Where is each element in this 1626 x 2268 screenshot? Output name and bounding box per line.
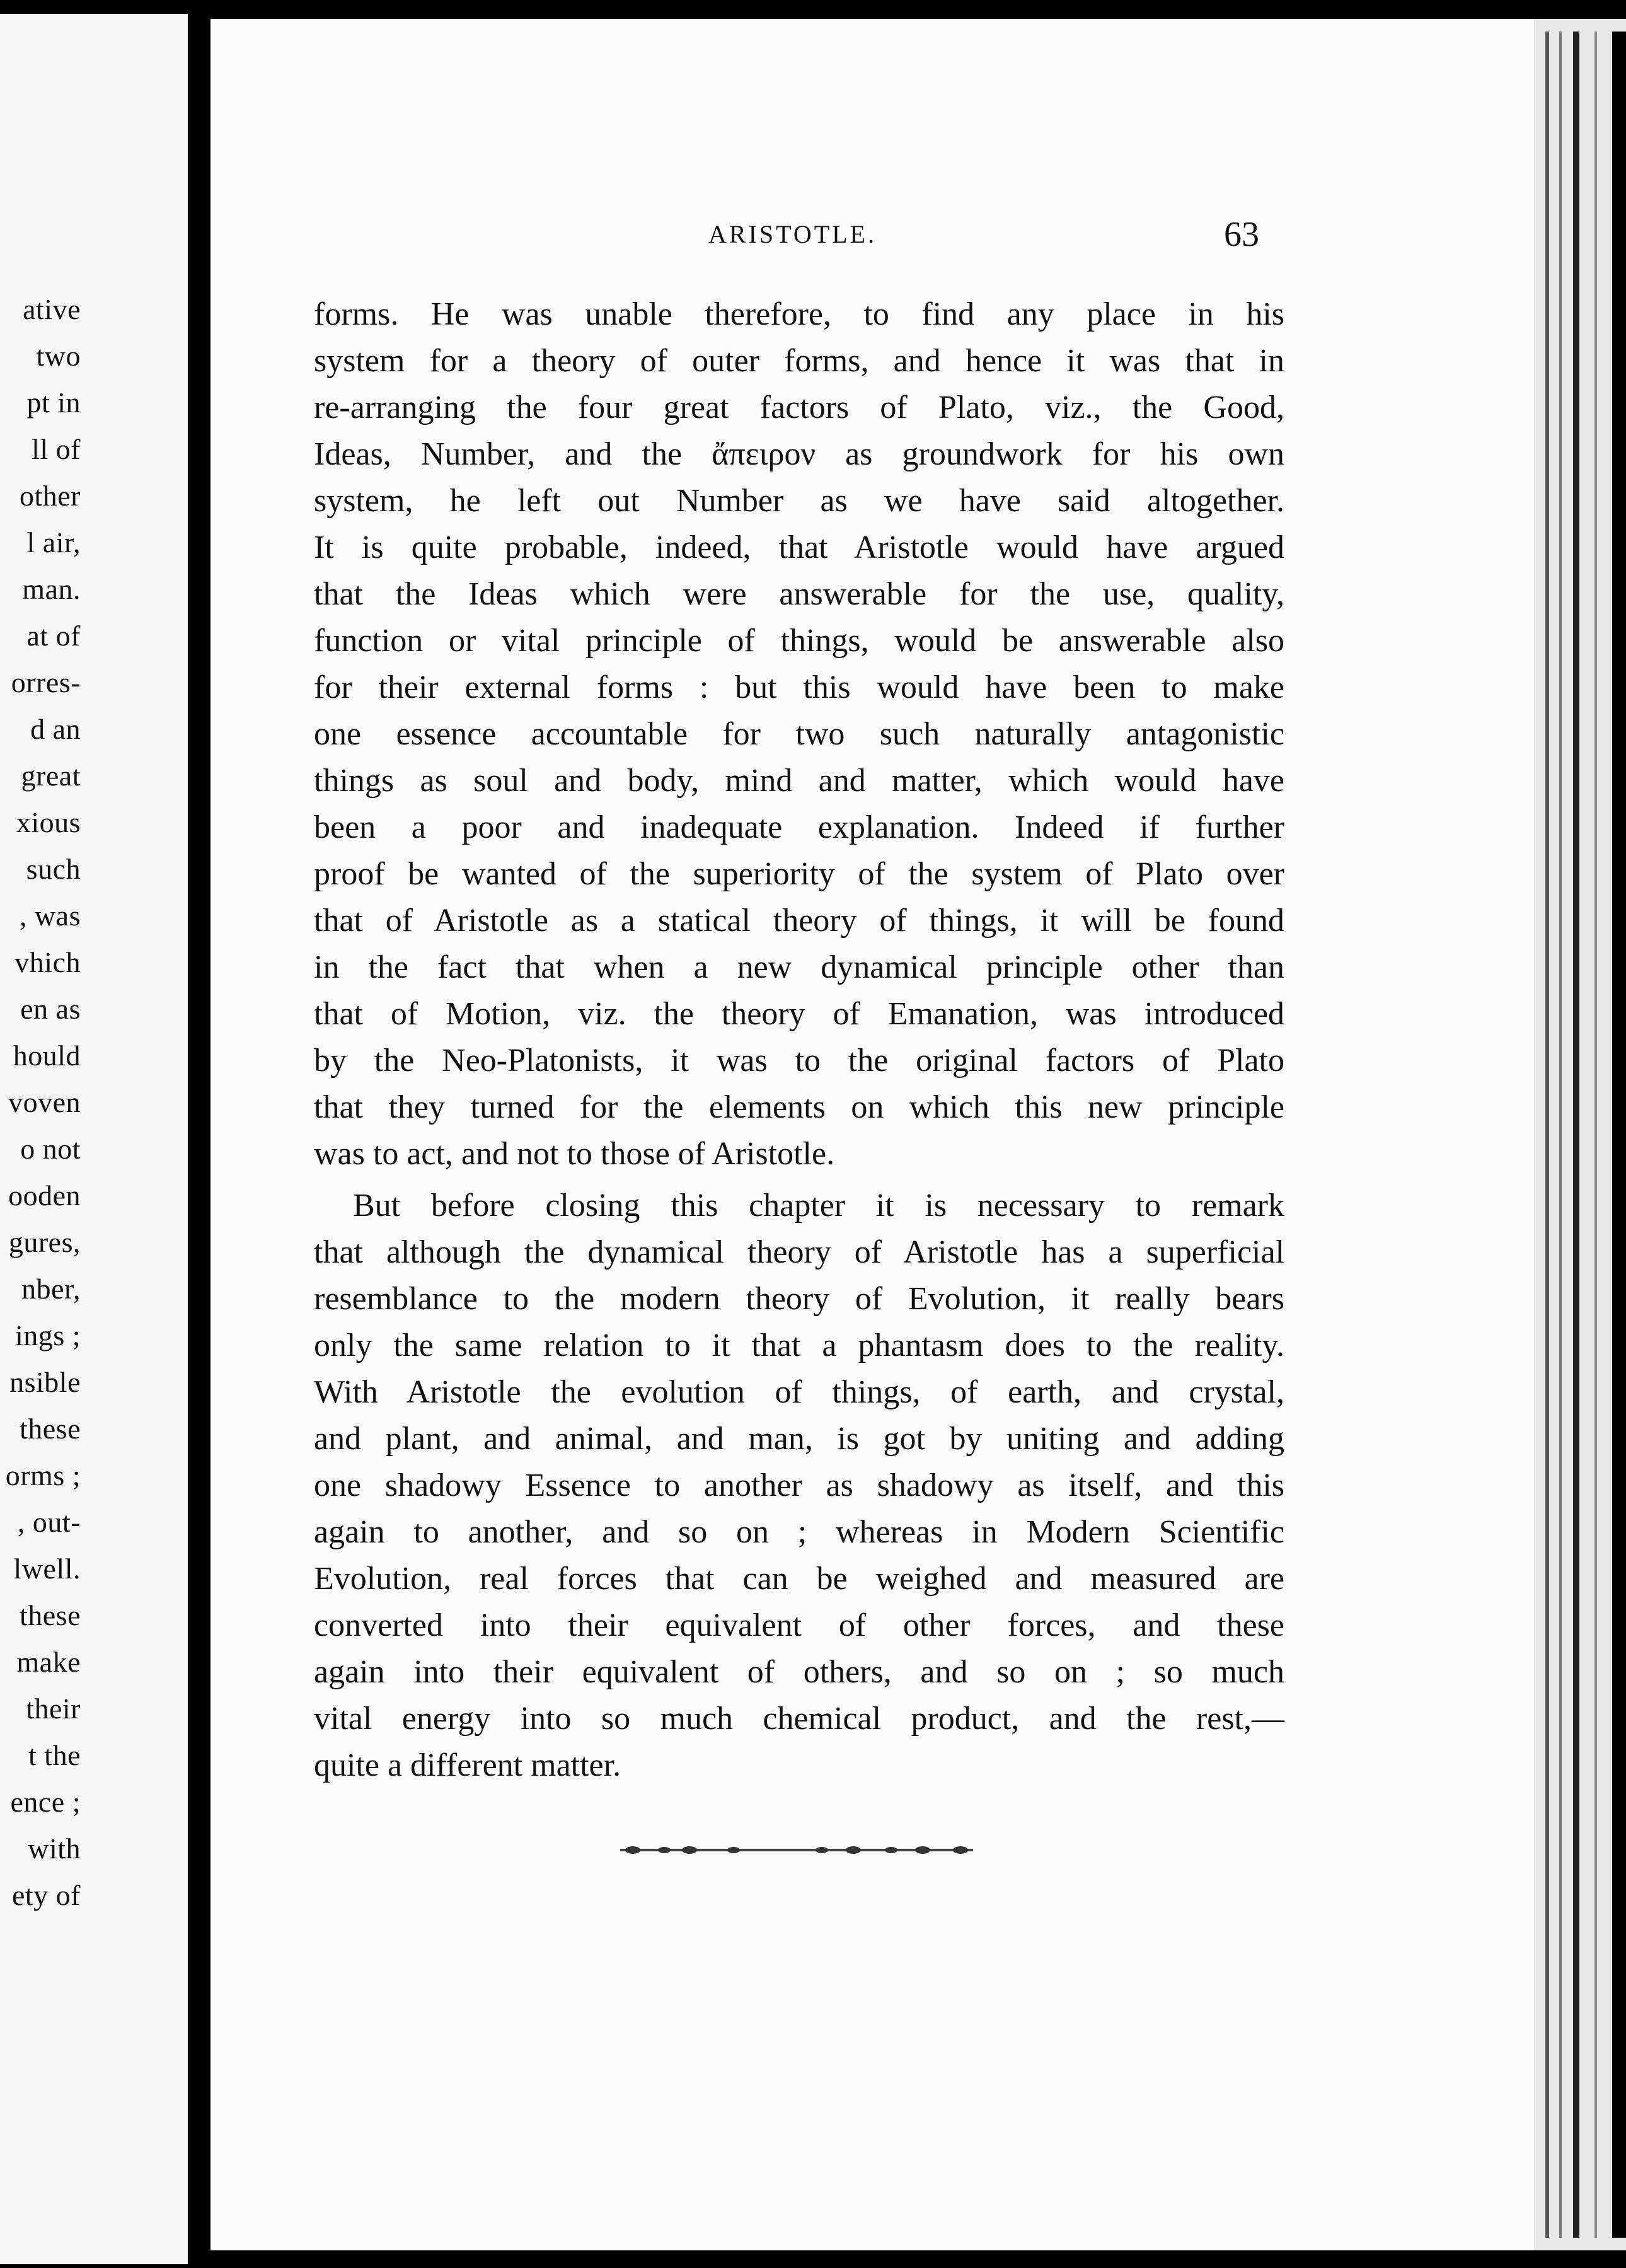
text-line: re-arranging the four great factors of Plato, viz., the Good, (314, 390, 1284, 425)
left-page-line: gures, (8, 1226, 81, 1258)
running-head-title: ARISTOTLE. (708, 220, 877, 248)
left-page-line: d an (30, 713, 81, 745)
left-page-line: l air, (26, 526, 81, 558)
left-page-line: nsible (9, 1366, 81, 1398)
text-line: only the same relation to it that a phantasm does to the reality. (314, 1328, 1284, 1363)
text-line: been a poor and inadequate explanation. Indeed if further (314, 809, 1284, 845)
text-line: one shadowy Essence to another as shadowy as itself, and this (314, 1467, 1284, 1503)
text-line: It is quite probable, indeed, that Aristotle would have argued (314, 529, 1284, 565)
page-edge-line (1612, 32, 1626, 2238)
page-number: 63 (1224, 215, 1259, 254)
text-line: one essence accountable for two such naturally antagonistic (314, 716, 1284, 752)
text-line: system for a theory of outer forms, and hence it was that in (314, 343, 1284, 379)
left-page-line: with (28, 1832, 81, 1865)
left-page-line: vhich (14, 946, 81, 978)
text-line: system, he left out Number as we have said altogether. (314, 483, 1284, 519)
body-text (314, 291, 1284, 1789)
text-line: vital energy into so much chemical product, and the rest,— (314, 1701, 1284, 1737)
paragraph-gap (314, 1177, 1284, 1183)
end-ornament-rule (620, 1844, 973, 1856)
page-stack-edge (1534, 19, 1626, 2250)
text-line: that although the dynamical theory of Aristotle has a superficial (314, 1234, 1284, 1270)
text-line: that of Motion, viz. the theory of Emanation, was introduced (314, 996, 1284, 1032)
text-line: that of Aristotle as a statical theory of things, it will be found (314, 903, 1284, 939)
left-page-line: nber, (21, 1273, 81, 1305)
text-line: Evolution, real forces that can be weighed and measured are (314, 1561, 1284, 1597)
text-line: quite a different matter. (314, 1747, 621, 1783)
paragraph (314, 1183, 1284, 1789)
text-line: But before closing this chapter it is necessary to remark (353, 1188, 1284, 1224)
left-page-line: , out- (17, 1506, 81, 1538)
left-page-line: t the (28, 1739, 81, 1771)
text-line: converted into their equivalent of other forces, and these (314, 1607, 1284, 1643)
left-page-line: great (21, 760, 81, 792)
left-page-line: ll of (32, 433, 81, 465)
left-page-line: make (16, 1646, 81, 1678)
left-page-line: , was (19, 900, 81, 932)
text-line: forms. He was unable therefore, to find any place in his (314, 296, 1284, 332)
left-page-line: ings ; (15, 1319, 81, 1351)
page-edge-line (1559, 32, 1562, 2238)
left-page-line: ooden (8, 1179, 81, 1212)
left-page-line: their (26, 1692, 81, 1725)
left-page-line: these (19, 1599, 81, 1631)
text-line: again into their equivalent of others, and so on ; so much (314, 1654, 1284, 1690)
left-page-line: o not (20, 1133, 81, 1165)
text-line: With Aristotle the evolution of things, of earth, and crystal, (314, 1374, 1284, 1410)
text-line: and plant, and animal, and man, is got by uniting and adding (314, 1421, 1284, 1457)
left-page-line: ence ; (10, 1786, 81, 1818)
text-line: function or vital principle of things, would be answerable also (314, 623, 1284, 659)
left-page-line: these (19, 1413, 81, 1445)
page-edge-line (1594, 32, 1597, 2238)
running-head (210, 215, 1534, 263)
left-page-line: such (26, 853, 81, 885)
text-line: things as soul and body, mind and matter, which would have (314, 763, 1284, 799)
left-page-line: hould (13, 1039, 81, 1072)
left-page-line: voven (8, 1086, 81, 1118)
left-page-line: xious (16, 806, 81, 838)
left-page-line: ative (23, 293, 81, 325)
text-line: for their external forms : but this would have been to make (314, 669, 1284, 705)
book-page (210, 19, 1534, 2250)
book-gutter (188, 0, 210, 2268)
text-line: resemblance to the modern theory of Evolution, it really bears (314, 1281, 1284, 1317)
left-page-line: other (19, 480, 81, 512)
left-page-line: lwell. (13, 1553, 81, 1585)
left-page-line: ety of (11, 1879, 81, 1911)
text-line: that they turned for the elements on which this new principle (314, 1089, 1284, 1125)
text-line: Ideas, Number, and the ἄπειρον as groundwork for his own (314, 436, 1284, 472)
text-line: again to another, and so on ; whereas in Modern Scientific (314, 1514, 1284, 1550)
text-line: in the fact that when a new dynamical principle other than (314, 949, 1284, 985)
left-page-line: man. (22, 573, 81, 605)
page-edge-line (1573, 32, 1579, 2238)
left-page-line: at of (26, 620, 81, 652)
paragraph (314, 291, 1284, 1177)
page-edge-line (1545, 32, 1549, 2238)
left-page-line: pt in (26, 386, 81, 419)
text-line: that the Ideas which were answerable for the use, quality, (314, 576, 1284, 612)
text-line: was to act, and not to those of Aristotle. (314, 1136, 835, 1172)
left-page-line: two (36, 340, 81, 372)
left-page-line: en as (20, 993, 81, 1025)
left-page-line: orres- (11, 666, 81, 698)
left-page-line: orms ; (5, 1459, 81, 1491)
left-page-fragment (0, 14, 188, 2264)
text-line: by the Neo-Platonists, it was to the original factors of Plato (314, 1043, 1284, 1079)
text-line: proof be wanted of the superiority of the system of Plato over (314, 856, 1284, 892)
